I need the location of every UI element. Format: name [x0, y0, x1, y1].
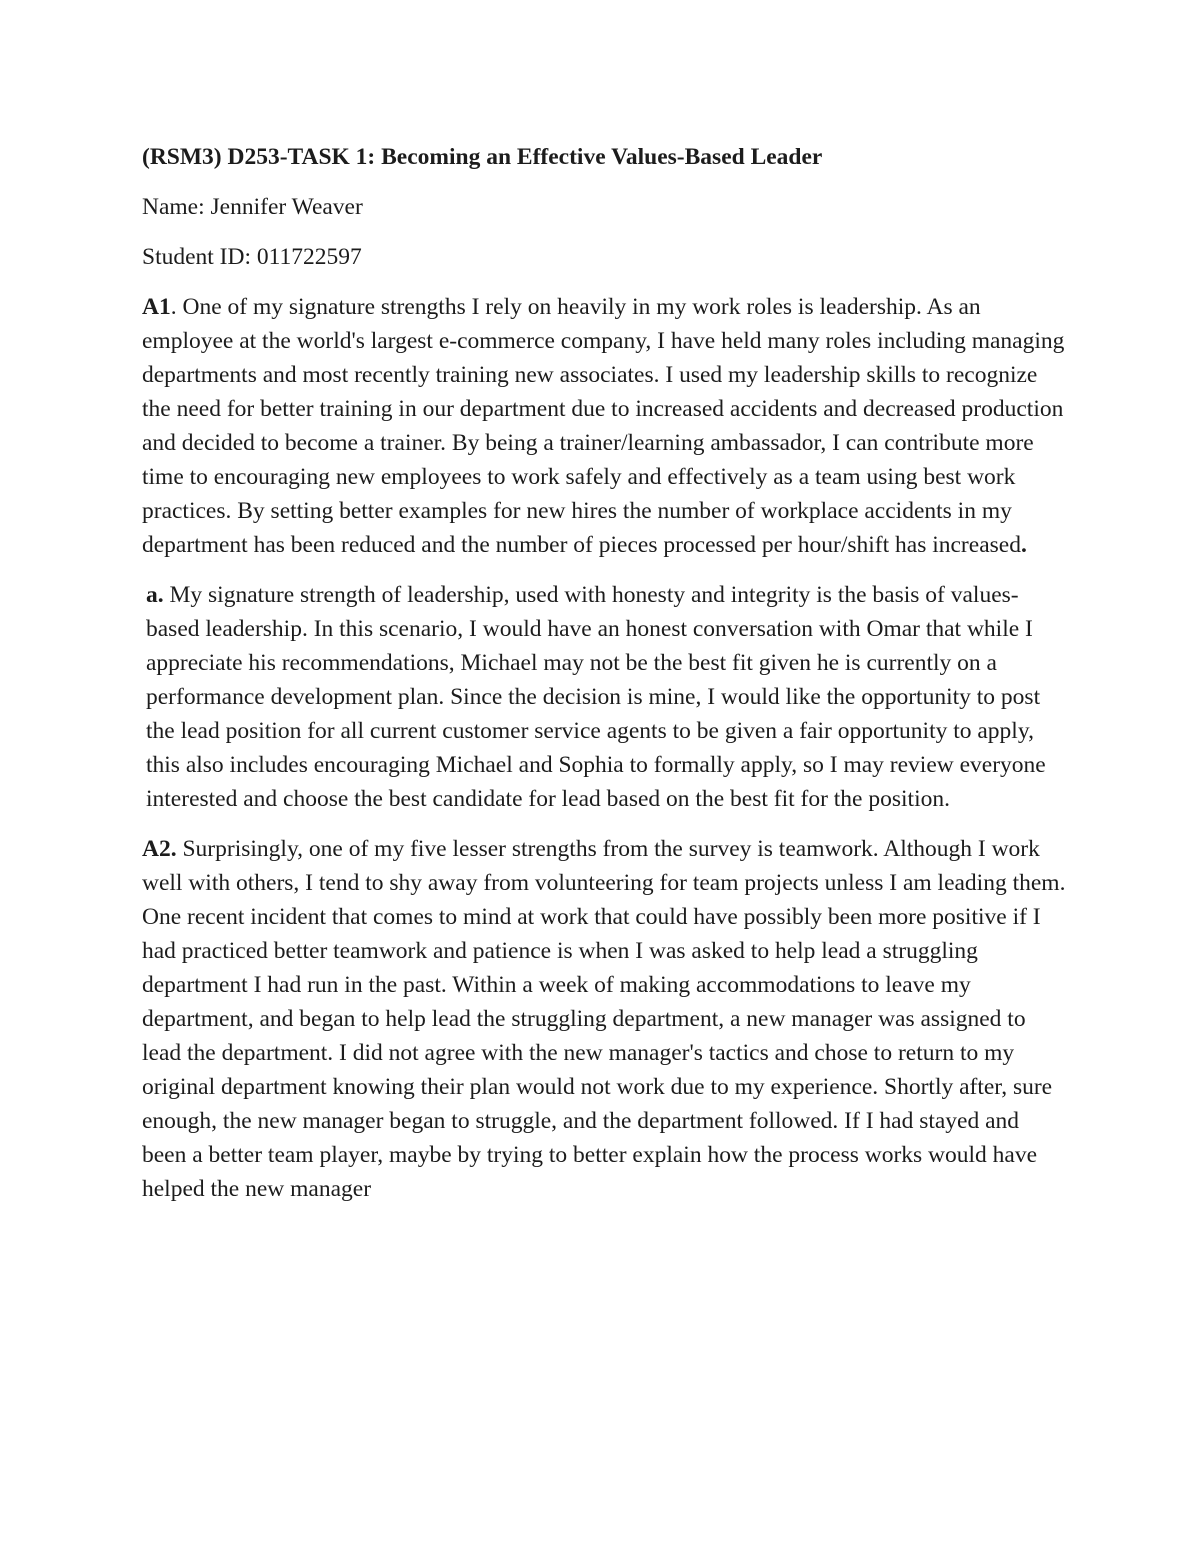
section-a1-text: One of my signature strengths I rely on heavily in my work roles is leadership. As an employee at the world's largest e-commerce company, I have held many roles including managing departments and most recently training new associates. I used my leadership skills to recognize the need for better training in our department due to increased accidents and decreased production and decided to become a trainer. By being a trainer/learning ambassador, I can contribute more time to encouraging new employees to work safely and effectively as a team using best work practices. By setting better examples for new hires the number of workplace accidents in my department has been reduced and the number of pieces processed per hour/shift has increased: [142, 294, 1065, 558]
section-a1a: [142, 578, 1067, 816]
section-a1a-label: a.: [146, 582, 164, 608]
document-page: [142, 140, 1067, 1222]
section-a1-separator: .: [170, 294, 177, 320]
section-a1-end: .: [1020, 532, 1027, 558]
section-a1-label: A1: [142, 294, 171, 320]
section-a2: [142, 832, 1067, 1206]
section-a1: [142, 290, 1067, 562]
section-a2-label: A2.: [142, 836, 177, 862]
section-a1a-text: My signature strength of leadership, used with honesty and integrity is the basis of values-based leadership. In this scenario, I would have an honest conversation with Omar that while I appreciate his recommendations, Michael may not be the best fit given he is currently on a performance development plan. Since the decision is mine, I would like the opportunity to post the lead position for all current customer service agents to be given a fair opportunity to apply, this also includes encouraging Michael and Sophia to formally apply, so I may review everyone interested and choose the best candidate for lead based on the best fit for the position.: [146, 582, 1046, 812]
student-name: Name: Jennifer Weaver: [142, 194, 363, 220]
section-a2-text: Surprisingly, one of my five lesser strengths from the survey is teamwork. Although I work well with others, I tend to shy away from volunteering for team projects unless I am leading them. One recent incident that comes to mind at work that could have possibly been more positive if I had practiced better teamwork and patience is when I was asked to help lead a struggling department I had run in the past. Within a week of making accommodations to leave my department, and began to help lead the struggling department, a new manager was assigned to lead the department. I did not agree with the new manager's tactics and chose to return to my original department knowing their plan would not work due to my experience. Shortly after, sure enough, the new manager began to struggle, and the department followed. If I had stayed and been a better team player, maybe by trying to better explain how the process works would have helped the new manager: [142, 836, 1066, 1202]
student-id: Student ID: 011722597: [142, 244, 362, 270]
document-title: (RSM3) D253-TASK 1: Becoming an Effective Values-Based Leader: [142, 144, 823, 170]
